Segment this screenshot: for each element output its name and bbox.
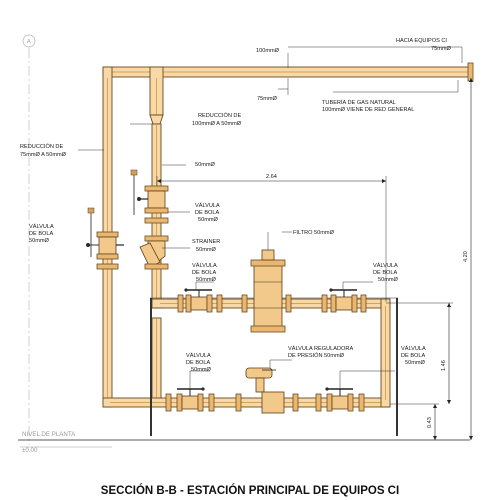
label-vb-top-1: VÁLVULA: [195, 203, 220, 209]
label-vb-lowr-3: 50mmØ: [405, 360, 425, 366]
label-strainer-2: 50mmØ: [196, 247, 216, 253]
label-top-100: 100mmØ: [256, 48, 280, 54]
floor-label: NIVEL DE PLANTA: [22, 431, 76, 438]
label-red100-1: REDUCCIÓN DE: [198, 113, 242, 119]
label-hacia-2: 75mmØ: [431, 46, 451, 52]
label-vb-top-3: 50mmØ: [198, 217, 218, 223]
grid-marker-label: A: [26, 38, 31, 46]
label-vreg-2: DE PRESIÓN 50mmØ: [288, 353, 344, 359]
label-pipe50: 50mmØ: [195, 162, 215, 168]
label-vb-mid-3: 50mmØ: [196, 277, 216, 283]
pipe-top-end-flange: [468, 63, 473, 81]
dimension-043-label: 0.43: [427, 417, 433, 428]
label-vb-low-1: VÁLVULA: [186, 353, 211, 359]
label-vreg-1: VÁLVULA REGULADORA: [288, 346, 354, 352]
dimension-420: [463, 78, 473, 440]
label-red75-1: REDUCCIÓN DE: [20, 144, 64, 150]
label-vb-top-2: DE BOLA: [195, 210, 220, 216]
floor-level: ±0.00: [22, 447, 38, 454]
label-vb-left-1: VÁLVULA: [29, 224, 54, 230]
label-hacia-1: HACIA EQUIPOS CI: [396, 38, 447, 44]
label-filtro: FILTRO 50mmØ: [293, 230, 334, 236]
label-vb-right-3: 50mmØ: [378, 277, 398, 283]
label-vb-left-2: DE BOLA: [29, 231, 54, 237]
support-left: [150, 298, 152, 436]
label-red100-2: 100mmØ A 50mmØ: [192, 121, 242, 127]
label-vb-right-2: DE BOLA: [373, 270, 398, 276]
label-vb-left-3: 50mmØ: [29, 238, 49, 244]
label-vb-right-1: VÁLVULA: [373, 263, 398, 269]
label-vb-lowr-2: DE BOLA: [401, 353, 426, 359]
label-vb-mid-2: DE BOLA: [192, 270, 217, 276]
label-vb-low-3: 50mmØ: [191, 367, 211, 373]
dimension-146-label: 1.46: [441, 360, 447, 371]
label-vb-lowr-1: VÁLVULA: [401, 346, 426, 352]
strainer: [140, 236, 168, 269]
support-right: [396, 298, 398, 436]
label-red75-2: 75mmØ A 50mmØ: [20, 152, 67, 158]
reducer-100-50: [150, 115, 163, 124]
label-vb-low-2: DE BOLA: [186, 360, 211, 366]
label-vb-mid-1: VÁLVULA: [192, 263, 217, 269]
drawing-title: SECCIÓN B-B - ESTACIÓN PRINCIPAL DE EQUIPOS CI: [100, 485, 400, 497]
dimension-420-label: 4.20: [463, 251, 469, 262]
dimension-264-label: 2.64: [266, 174, 277, 180]
label-tuberia-1: TUBERÍA DE GAS NATURAL: [322, 100, 396, 106]
label-strainer-1: STRAINER: [192, 239, 221, 245]
filter-unit: [242, 250, 291, 332]
label-tuberia-2: 100mmØ VIENE DE RED GENERAL: [322, 107, 415, 113]
label-top-75: 75mmØ: [257, 96, 277, 102]
ball-valve-top: [131, 170, 168, 223]
